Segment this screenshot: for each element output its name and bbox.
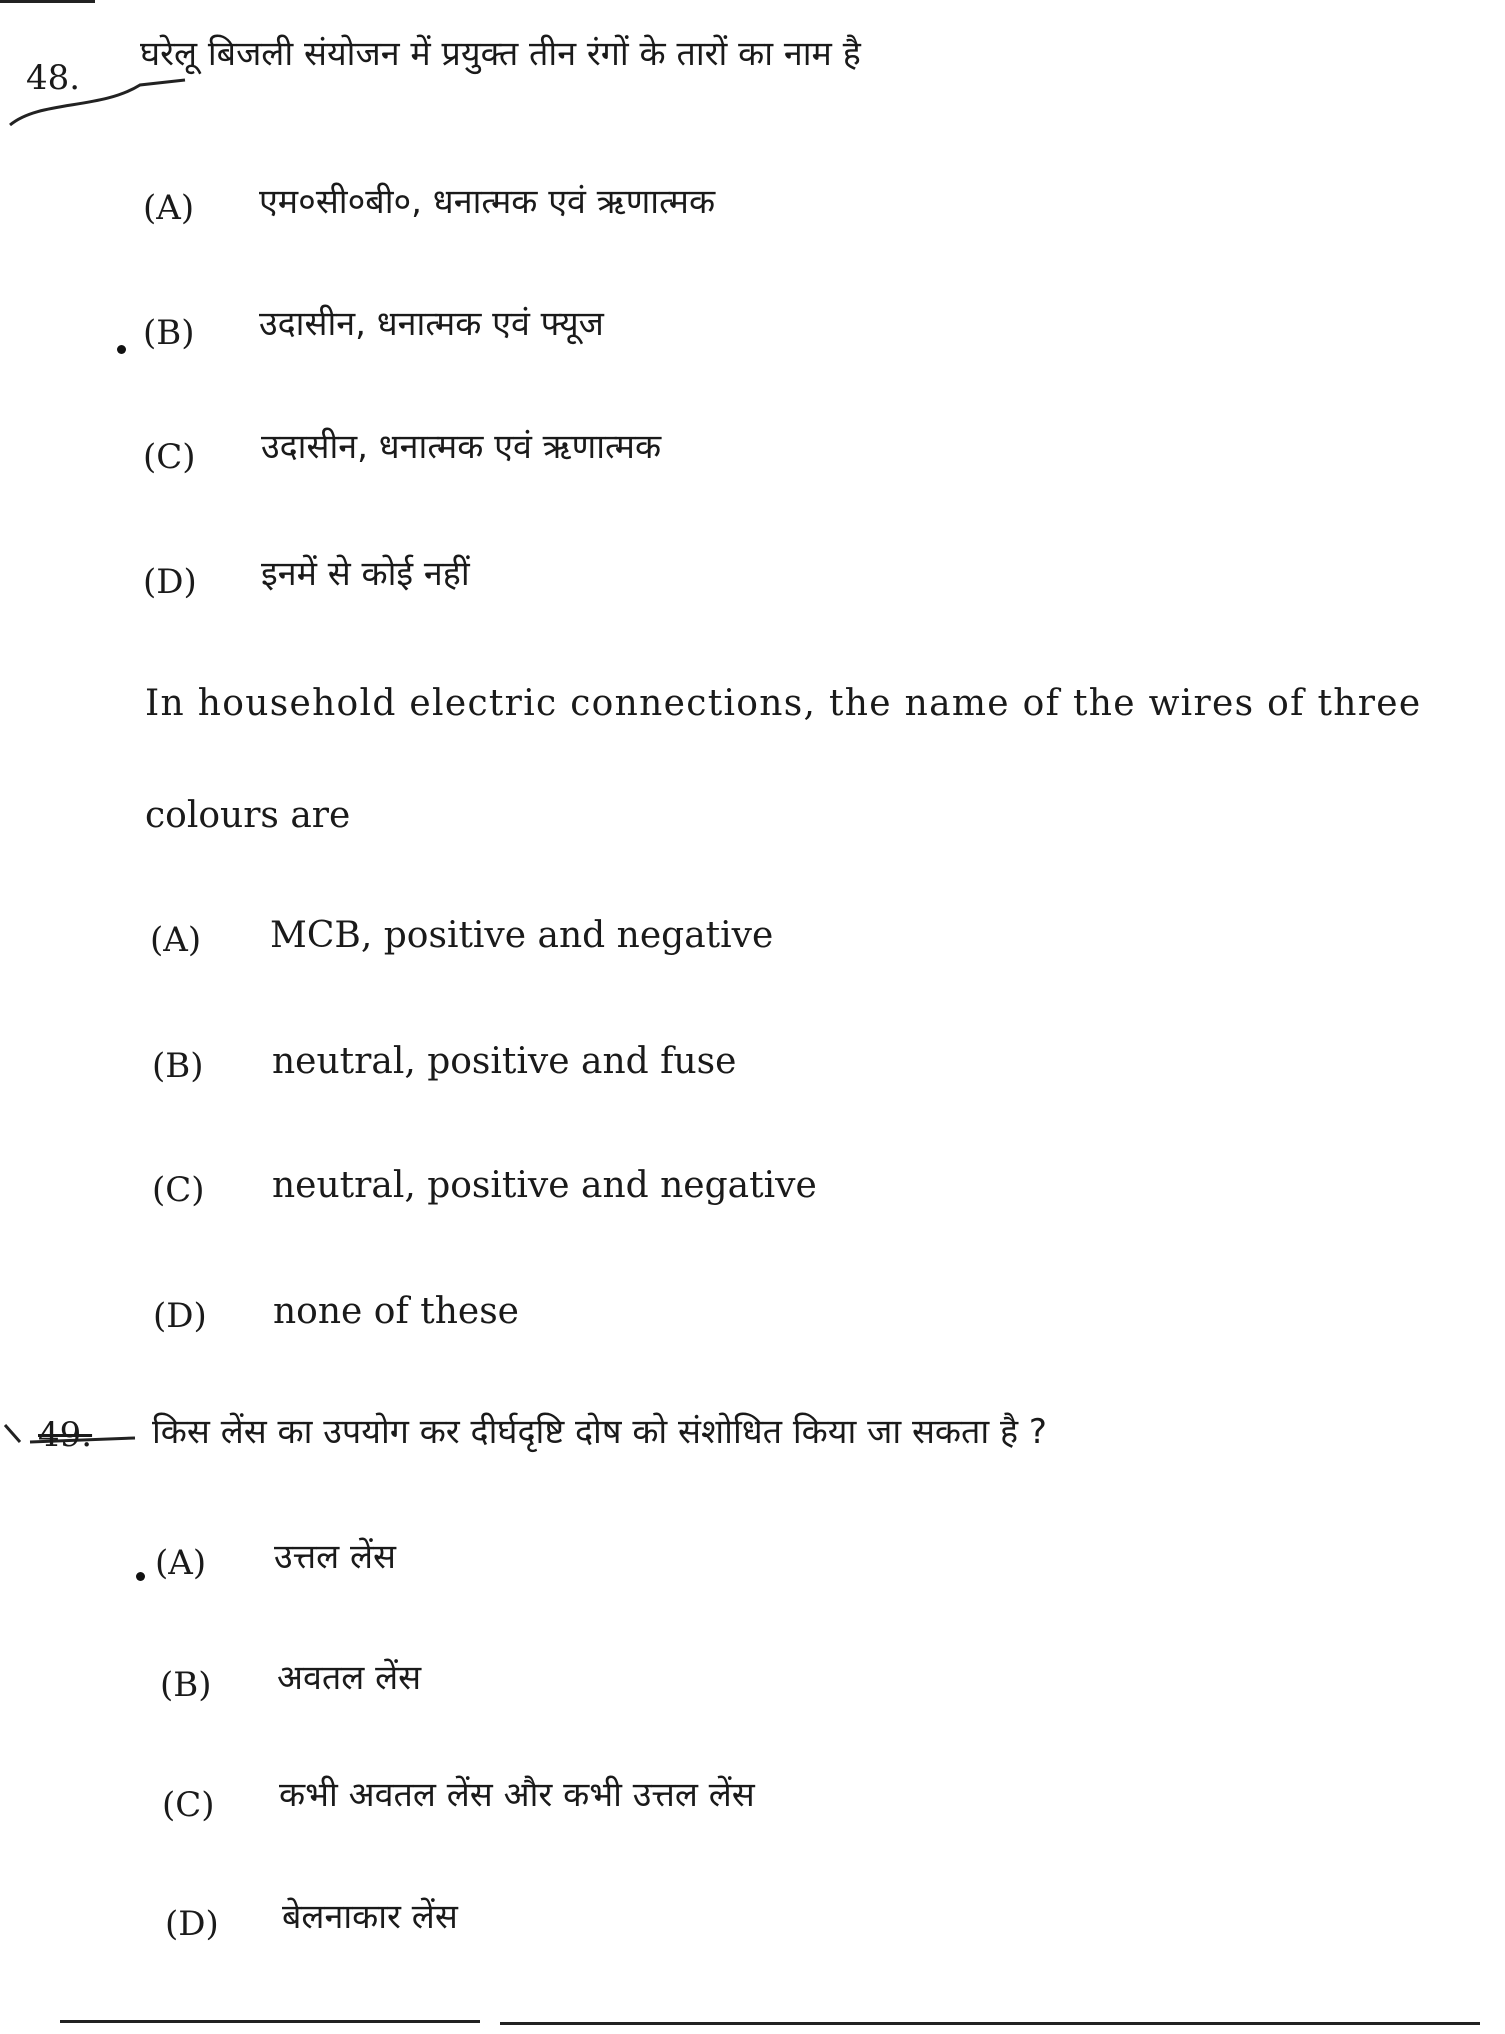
option-text: उदासीन, धनात्मक एवं फ्यूज (259, 304, 604, 344)
option-label: (A) (150, 920, 202, 960)
option-label: (C) (162, 1785, 215, 1825)
question-text-english: In household electric connections, the name of the wires of three (145, 683, 1422, 724)
question-text-english: colours are (145, 795, 351, 836)
option-label: (D) (165, 1904, 219, 1944)
top-rule (0, 0, 95, 3)
option-label: (A) (143, 188, 195, 228)
option-text: इनमें से कोई नहीं (261, 554, 470, 594)
option-text: उत्तल लेंस (274, 1537, 397, 1577)
option-label: (D) (143, 562, 197, 602)
option-text: अवतल लेंस (277, 1658, 422, 1698)
option-label: (B) (152, 1046, 204, 1086)
option-text: कभी अवतल लेंस और कभी उत्तल लेंस (279, 1775, 755, 1815)
option-label: (D) (153, 1296, 207, 1336)
answer-mark (117, 345, 126, 354)
option-text: उदासीन, धनात्मक एवं ऋणात्मक (261, 427, 662, 467)
bottom-rule (500, 2022, 1480, 2025)
bottom-rule (60, 2020, 480, 2023)
option-text: एम०सी०बी०, धनात्मक एवं ऋणात्मक (259, 182, 716, 222)
question-text-hindi: किस लेंस का उपयोग कर दीर्घदृष्टि दोष को संशोधित किया जा सकता है ? (152, 1412, 1047, 1452)
question-number: 49. (38, 1415, 93, 1455)
option-text: MCB, positive and negative (270, 915, 774, 956)
option-label: (A) (155, 1543, 207, 1583)
question-number: 48. (26, 58, 81, 98)
option-text: neutral, positive and fuse (272, 1041, 737, 1082)
answer-mark (136, 1572, 145, 1581)
option-label: (C) (143, 437, 196, 477)
option-text: none of these (273, 1291, 519, 1332)
question-text-hindi: घरेलू बिजली संयोजन में प्रयुक्त तीन रंगों के तारों का नाम है (140, 34, 861, 74)
option-text: बेलनाकार लेंस (282, 1897, 458, 1937)
option-label: (B) (160, 1665, 212, 1705)
option-label: (B) (143, 313, 195, 353)
option-label: (C) (152, 1170, 205, 1210)
option-text: neutral, positive and negative (272, 1165, 817, 1206)
